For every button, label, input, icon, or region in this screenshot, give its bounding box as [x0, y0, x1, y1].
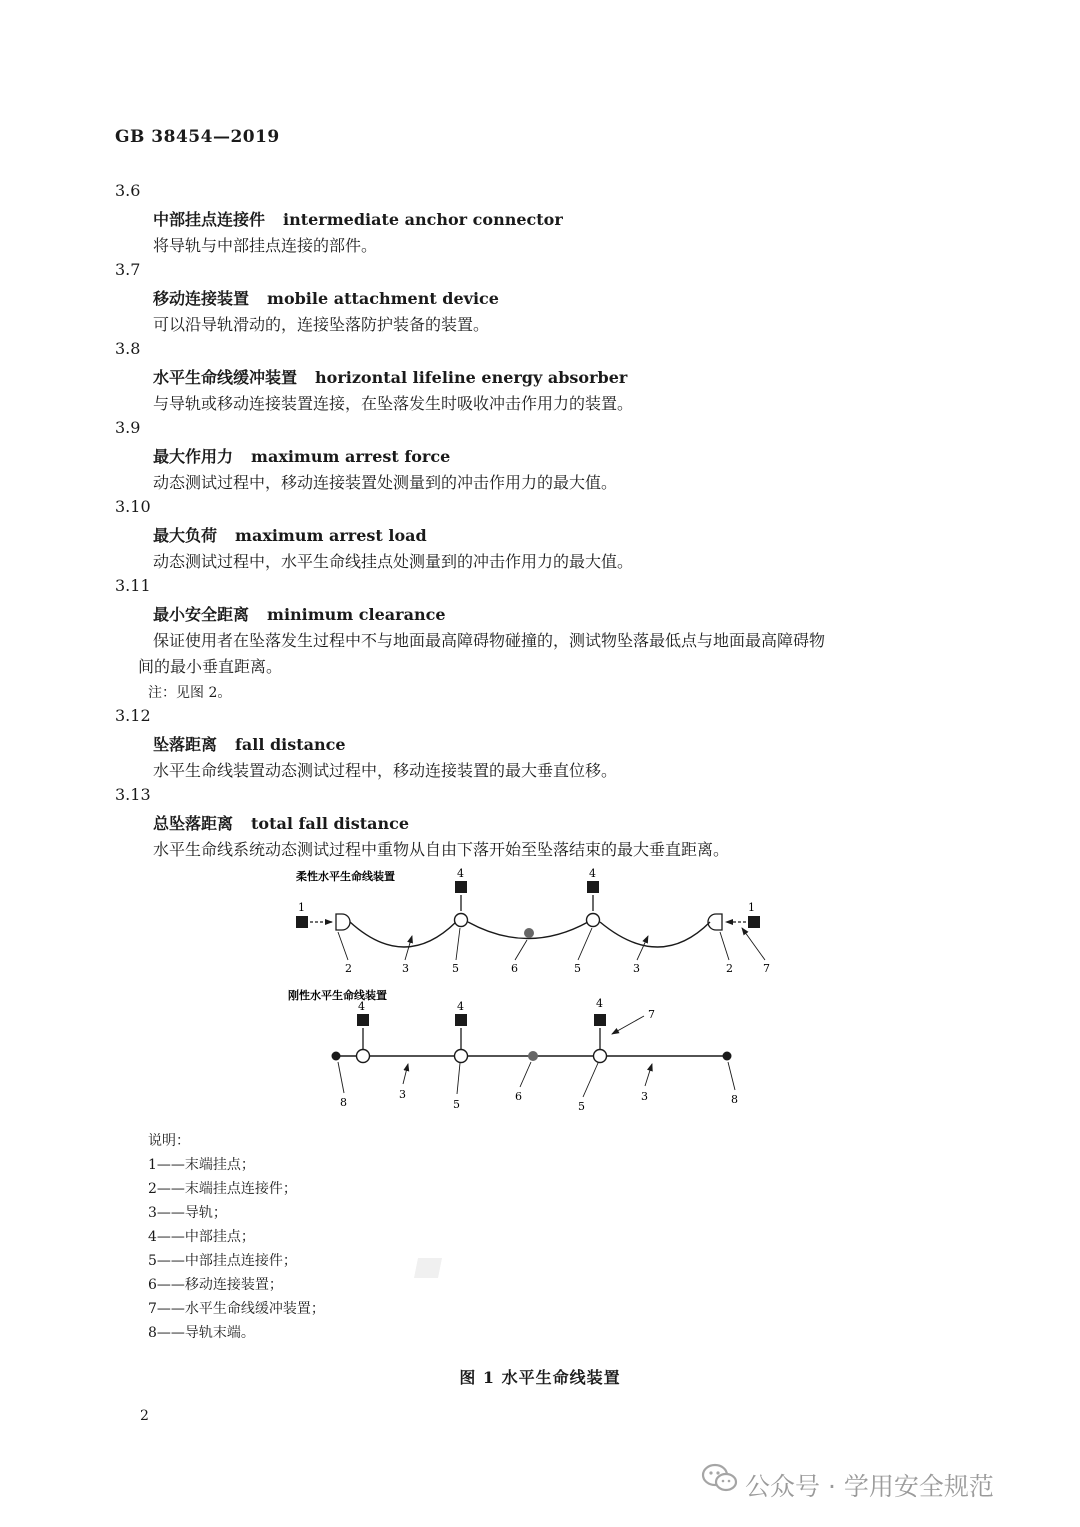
leader-line	[612, 1016, 644, 1034]
term-definition: 水平生命线系统动态测试过程中重物从自由下落开始至坠落结束的最大垂直距离。	[153, 840, 730, 859]
label-4: 4	[457, 867, 464, 880]
term-zh: 水平生命线缓冲装置	[153, 368, 298, 387]
legend-item: 3——导轨；	[148, 1205, 227, 1221]
legend-item: 5——中部挂点连接件；	[148, 1253, 297, 1269]
legend-item: 6——移动连接装置；	[148, 1277, 283, 1293]
label-8: 8	[731, 1093, 738, 1106]
leader-line	[403, 1064, 408, 1084]
term-en: maximum arrest load	[235, 526, 427, 545]
label-8: 8	[340, 1096, 347, 1109]
leader-line	[720, 932, 729, 960]
flexible-rail-segment	[600, 922, 710, 947]
clause-number: 3.13	[115, 785, 151, 804]
intermediate-anchor-connector	[357, 1050, 370, 1063]
mobile-attachment-device	[524, 928, 534, 938]
term-en: total fall distance	[251, 814, 410, 833]
watermark-text: 公众号 · 学用安全规范	[745, 1472, 994, 1501]
rail-end	[723, 1052, 732, 1061]
intermediate-anchor-square	[455, 1014, 467, 1026]
label-1: 1	[748, 901, 755, 914]
leader-line	[637, 936, 648, 960]
document-header: GB 38454—2019	[115, 127, 280, 147]
legend-title: 说明：	[148, 1133, 190, 1149]
label-4: 4	[596, 997, 603, 1010]
label-2: 2	[345, 962, 352, 975]
label-4: 4	[457, 1000, 464, 1013]
leader-line	[583, 1063, 598, 1097]
clause-number: 3.10	[115, 497, 151, 516]
term-zh: 总坠落距离	[153, 814, 234, 833]
clause-number: 3.7	[115, 260, 141, 279]
intermediate-anchor-square	[587, 881, 599, 893]
leader-line	[578, 928, 592, 960]
legend-item: 2——末端挂点连接件；	[148, 1181, 297, 1197]
term-en: minimum clearance	[267, 605, 446, 624]
term-definition: 动态测试过程中，移动连接装置处测量到的冲击作用力的最大值。	[153, 473, 618, 492]
term-en: maximum arrest force	[251, 447, 451, 466]
clause-number: 3.6	[115, 181, 141, 200]
term-en: mobile attachment device	[267, 289, 499, 308]
label-4: 4	[358, 1000, 365, 1013]
leader-line	[520, 1062, 531, 1087]
label-5: 5	[578, 1100, 585, 1113]
label-3: 3	[402, 962, 409, 975]
rail-end	[332, 1052, 341, 1061]
clause-number: 3.9	[115, 418, 141, 437]
intermediate-anchor-connector	[587, 914, 600, 927]
term-zh: 最大负荷	[153, 526, 218, 545]
term-zh: 坠落距离	[153, 735, 218, 754]
term-zh: 中部挂点连接件	[153, 210, 266, 229]
clause-number: 3.11	[115, 576, 151, 595]
term-note: 注：见图 2。	[148, 685, 232, 701]
leader-line	[645, 1064, 652, 1086]
term-definition: 动态测试过程中，水平生命线挂点处测量到的冲击作用力的最大值。	[153, 552, 634, 571]
clause-number: 3.8	[115, 339, 141, 358]
intermediate-anchor-connector	[455, 914, 468, 927]
legend-item: 1——末端挂点；	[148, 1157, 255, 1173]
page-number: 2	[140, 1408, 149, 1424]
label-2: 2	[726, 962, 733, 975]
end-anchor-connector	[336, 914, 350, 930]
label-5: 5	[453, 1098, 460, 1111]
term-zh: 最大作用力	[153, 447, 234, 466]
term-en: intermediate anchor connector	[283, 210, 563, 229]
label-4: 4	[589, 867, 596, 880]
term-en: horizontal lifeline energy absorber	[315, 368, 628, 387]
intermediate-anchor-square	[357, 1014, 369, 1026]
term-definition: 保证使用者在坠落发生过程中不与地面最高障碍物碰撞的，测试物坠落最低点与地面最高障碍物	[153, 631, 826, 650]
term-definition: 可以沿导轨滑动的，连接坠落防护装备的装置。	[153, 315, 490, 334]
term-definition-continued: 间的最小垂直距离。	[138, 657, 283, 676]
intermediate-anchor-square	[455, 881, 467, 893]
leader-line	[456, 928, 460, 960]
end-anchor-square	[748, 916, 760, 928]
mobile-attachment-device	[528, 1051, 538, 1061]
leader-line	[338, 1062, 344, 1093]
flexible-rail-segment	[350, 922, 456, 947]
leader-line	[405, 936, 412, 960]
leader-line	[515, 940, 527, 960]
label-3: 3	[633, 962, 640, 975]
leader-line	[728, 1062, 735, 1090]
leader-line	[338, 932, 348, 960]
leader-line	[742, 928, 765, 960]
term-zh: 移动连接装置	[153, 289, 250, 308]
legend-item: 8——导轨末端。	[148, 1325, 255, 1341]
label-6: 6	[511, 962, 518, 975]
label-6: 6	[515, 1090, 522, 1103]
label-5: 5	[452, 962, 459, 975]
label-1: 1	[298, 901, 305, 914]
term-definition: 与导轨或移动连接装置连接，在坠落发生时吸收冲击作用力的装置。	[153, 394, 634, 413]
term-zh: 最小安全距离	[153, 605, 250, 624]
intermediate-anchor-square	[594, 1014, 606, 1026]
figure-caption: 图 1 水平生命线装置	[459, 1368, 621, 1387]
end-anchor-square	[296, 916, 308, 928]
intermediate-anchor-connector	[455, 1050, 468, 1063]
label-7: 7	[648, 1008, 655, 1021]
label-3: 3	[641, 1090, 648, 1103]
intermediate-anchor-connector	[594, 1050, 607, 1063]
end-anchor-connector	[708, 914, 722, 930]
label-5: 5	[574, 962, 581, 975]
legend-item: 7——水平生命线缓冲装置；	[148, 1301, 325, 1317]
flexible-lifeline-title: 柔性水平生命线装置	[296, 870, 395, 883]
label-3: 3	[399, 1088, 406, 1101]
label-7: 7	[763, 962, 770, 975]
term-definition: 将导轨与中部挂点连接的部件。	[153, 236, 378, 255]
faint-stamp-mark	[414, 1258, 442, 1278]
term-definition: 水平生命线装置动态测试过程中，移动连接装置的最大垂直位移。	[153, 761, 618, 780]
wechat-icon	[700, 1462, 740, 1494]
legend-item: 4——中部挂点；	[148, 1229, 255, 1245]
leader-line	[457, 1063, 460, 1094]
clause-number: 3.12	[115, 706, 151, 725]
rigid-lifeline-title: 刚性水平生命线装置	[288, 989, 387, 1002]
term-en: fall distance	[235, 735, 346, 754]
